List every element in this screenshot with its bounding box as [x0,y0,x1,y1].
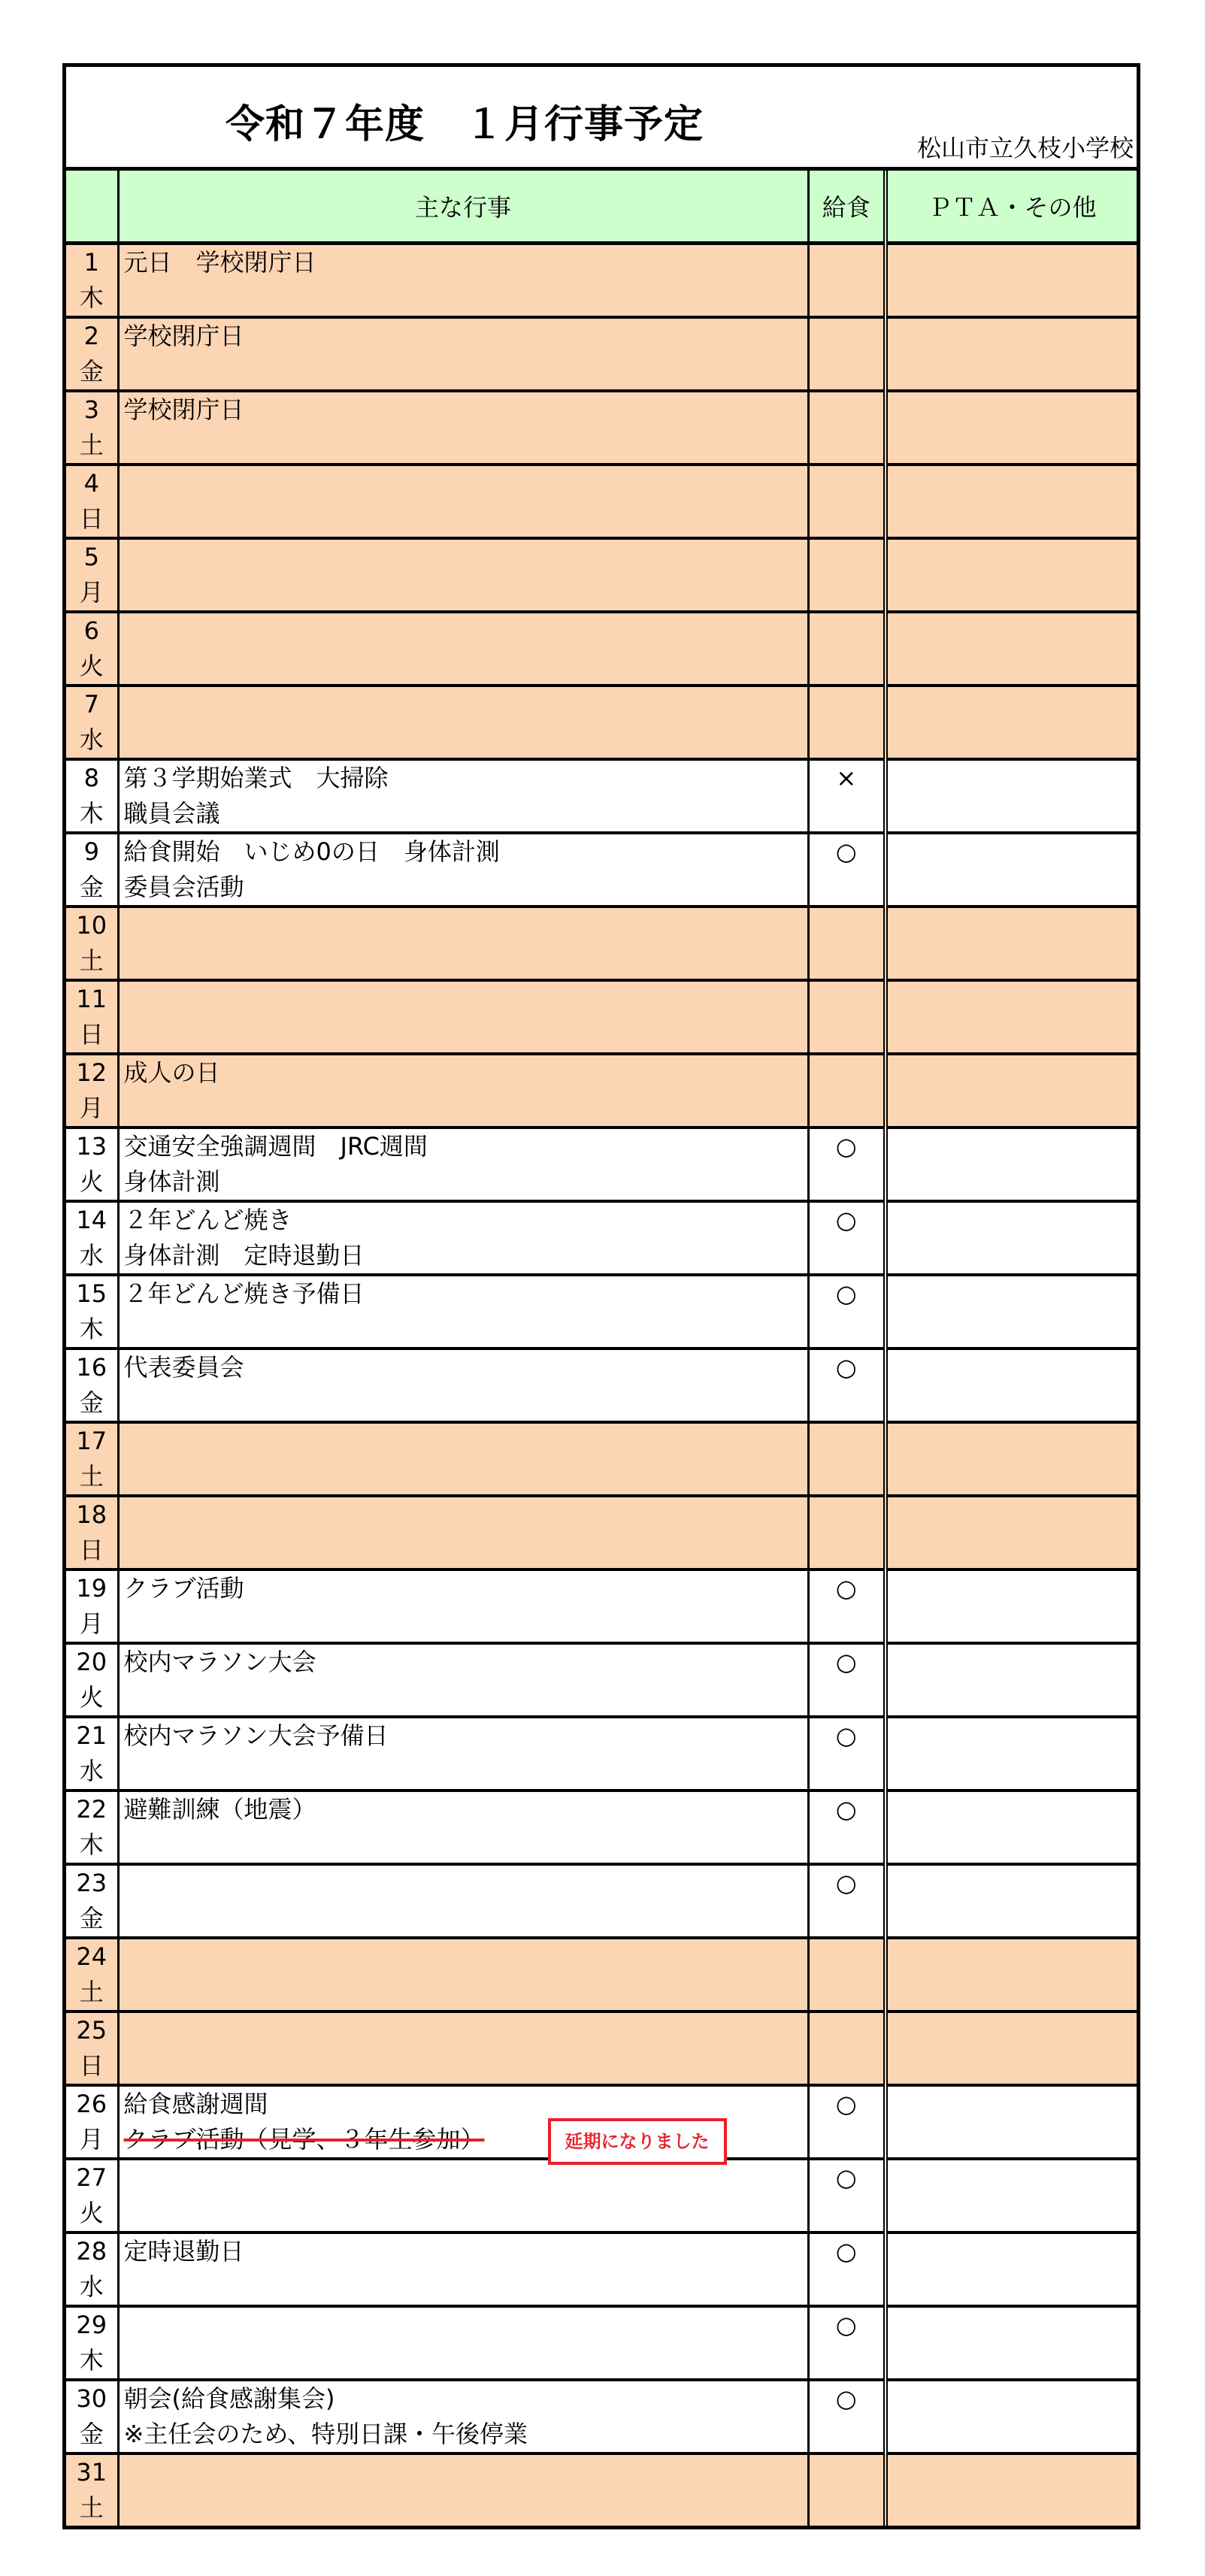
day-weekday: 金 [79,2419,104,2448]
pta-cell [886,1349,1137,1422]
pta-cell [886,391,1137,465]
day-weekday: 火 [79,1682,104,1712]
lunch-cell [808,1201,886,1275]
lunch-cell [808,1570,886,1643]
day-cell [66,391,118,465]
day-number: 16 [76,1352,107,1382]
lunch-cell [808,759,886,833]
day-cell [66,1643,118,1717]
pta-cell [886,907,1137,980]
day-cell [66,907,118,980]
table-row [66,1717,1137,1790]
events-cell [118,1864,808,1938]
pta-cell [886,1864,1137,1938]
day-number: 11 [76,984,107,1013]
column-header-day [66,171,118,243]
table-row [66,1496,1137,1570]
day-cell [66,2085,118,2159]
day-number: 12 [76,1058,107,1087]
events-cell [118,759,808,833]
day-weekday: 木 [79,798,104,828]
day-number: 31 [76,2457,107,2487]
lunch-cell [808,1717,886,1790]
day-number: 24 [76,1942,107,1971]
lunch-cell [808,2453,886,2526]
pta-cell [886,759,1137,833]
day-number: 6 [83,616,99,645]
day-cell [66,1938,118,2011]
lunch-cell [808,2085,886,2159]
pta-cell [886,1643,1137,1717]
lunch-cell [808,833,886,907]
events-cell [118,1717,808,1790]
day-weekday: 月 [79,1609,104,1638]
pta-cell [886,1570,1137,1643]
table-row [66,1864,1137,1938]
table-row [66,833,1137,907]
day-number: 15 [76,1279,107,1308]
table-row [66,1349,1137,1422]
day-weekday: 日 [79,1535,104,1564]
day-weekday: 土 [79,946,104,975]
day-weekday: 金 [79,1903,104,1933]
day-number: 2 [83,321,99,350]
pta-cell [886,1128,1137,1201]
pta-cell [886,1275,1137,1349]
events-cell [118,907,808,980]
schedule-sheet [62,63,1140,2529]
event-line-2: 身体計測 [123,1167,220,1196]
column-header-events: 主な行事 [118,171,808,243]
table-row [66,243,1137,317]
day-weekday: 土 [79,2493,104,2522]
events-cell [118,1496,808,1570]
events-cell [118,1790,808,1864]
table-row [66,980,1137,1054]
pta-cell [886,317,1137,391]
lunch-cell [808,2232,886,2306]
day-cell [66,2232,118,2306]
pta-cell [886,1054,1137,1128]
events-cell [118,2011,808,2085]
pta-cell [886,1422,1137,1496]
lunch-cell [808,1349,886,1422]
lunch-cell [808,243,886,317]
event-line-1: 校内マラソン大会予備日 [123,1721,389,1750]
lunch-mark: ○ [835,1868,857,1897]
event-line-cancelled: クラブ活動（見学、３年生参加） [123,2124,485,2154]
table-row [66,1790,1137,1864]
lunch-cell [808,1790,886,1864]
day-cell [66,686,118,759]
day-weekday: 火 [79,651,104,680]
day-weekday: 日 [79,1019,104,1049]
lunch-cell [808,1864,886,1938]
day-weekday: 木 [79,1830,104,1859]
events-cell [118,2306,808,2380]
events-cell [118,980,808,1054]
day-cell [66,1349,118,1422]
day-cell [66,833,118,907]
day-cell [66,1275,118,1349]
table-row [66,612,1137,686]
pta-cell [886,243,1137,317]
events-cell [118,391,808,465]
day-number: 10 [76,910,107,940]
day-number: 19 [76,1573,107,1603]
events-cell [118,1054,808,1128]
lunch-cell [808,465,886,538]
day-cell [66,1054,118,1128]
day-weekday: 月 [79,2124,104,2154]
title-row [66,67,1137,171]
lunch-cell [808,2011,886,2085]
day-cell [66,980,118,1054]
day-cell [66,2380,118,2453]
pta-cell [886,2159,1137,2232]
event-line-2: ※主任会のため、特別日課・午後停業 [123,2419,528,2448]
day-weekday: 月 [79,577,104,607]
event-line-1: 交通安全強調週間 JRC週間 [123,1131,428,1161]
lunch-mark: ○ [835,1131,857,1161]
pta-cell [886,2380,1137,2453]
events-cell [118,1201,808,1275]
event-line-1: クラブ活動 [123,1573,244,1603]
table-row [66,1054,1137,1128]
lunch-mark: ○ [835,2310,857,2339]
table-row [66,2085,1137,2159]
table-row [66,2159,1137,2232]
event-line-1: 学校閉庁日 [123,321,244,350]
event-line-1: ２年どんど焼き予備日 [123,1279,365,1308]
lunch-mark: ○ [835,2163,857,2192]
column-header-lunch: 給食 [808,171,886,243]
events-cell [118,612,808,686]
table-row [66,2453,1137,2526]
table-row [66,1201,1137,1275]
day-cell [66,538,118,612]
lunch-cell [808,907,886,980]
lunch-mark: ○ [835,2236,857,2266]
events-cell [118,1275,808,1349]
lunch-mark: ○ [835,1573,857,1603]
lunch-cell [808,2159,886,2232]
day-number: 4 [83,468,99,498]
day-cell [66,243,118,317]
events-cell [118,243,808,317]
day-number: 23 [76,1868,107,1897]
event-line-1: 給食感謝週間 [123,2089,268,2118]
pta-cell [886,2232,1137,2306]
lunch-cell [808,612,886,686]
day-weekday: 金 [79,872,104,901]
lunch-mark: ○ [835,1352,857,1382]
day-cell [66,1496,118,1570]
event-line-1: 避難訓練（地震） [123,1794,316,1824]
day-number: 20 [76,1647,107,1676]
day-cell [66,1570,118,1643]
lunch-mark: ○ [835,1647,857,1676]
pta-cell [886,2011,1137,2085]
day-weekday: 木 [79,283,104,312]
day-number: 28 [76,2236,107,2266]
day-weekday: 火 [79,1167,104,1196]
events-cell [118,317,808,391]
lunch-cell [808,538,886,612]
day-number: 26 [76,2089,107,2118]
day-weekday: 水 [79,1240,104,1270]
event-line-1: 朝会(給食感謝集会) [123,2384,335,2413]
table-row [66,391,1137,465]
lunch-mark: ○ [835,837,857,866]
events-cell [118,2453,808,2526]
table-row [66,759,1137,833]
event-line-1: 学校閉庁日 [123,395,244,424]
events-cell [118,1938,808,2011]
schedule-body [66,243,1137,2526]
day-number: 27 [76,2163,107,2192]
lunch-cell [808,1643,886,1717]
event-line-1: 代表委員会 [123,1352,244,1382]
day-cell [66,1128,118,1201]
lunch-cell [808,1496,886,1570]
table-row [66,1938,1137,2011]
lunch-mark: ○ [835,1205,857,1234]
events-cell [118,686,808,759]
day-number: 29 [76,2310,107,2339]
pta-cell [886,538,1137,612]
day-number: 14 [76,1205,107,1234]
lunch-mark: ○ [835,1279,857,1308]
day-cell [66,1717,118,1790]
lunch-cell [808,2380,886,2453]
day-cell [66,1864,118,1938]
day-weekday: 月 [79,1093,104,1122]
day-cell [66,1201,118,1275]
day-number: 3 [83,395,99,424]
day-weekday: 土 [79,1977,104,2006]
day-weekday: 日 [79,2051,104,2080]
lunch-cell [808,1054,886,1128]
pta-cell [886,1938,1137,2011]
event-line-2: 身体計測 定時退勤日 [123,1240,365,1270]
day-weekday: 火 [79,2198,104,2227]
day-cell [66,1790,118,1864]
table-row [66,317,1137,391]
day-weekday: 土 [79,1461,104,1491]
table-row [66,1275,1137,1349]
pta-cell [886,612,1137,686]
table-row [66,907,1137,980]
lunch-cell [808,391,886,465]
day-number: 9 [83,837,99,866]
pta-cell [886,2085,1137,2159]
table-row [66,2306,1137,2380]
event-line-2: 職員会議 [123,798,220,828]
lunch-mark: ○ [835,1794,857,1824]
lunch-cell [808,1938,886,2011]
column-header-pta: ＰＴＡ・その他 [886,171,1137,243]
event-line-1: 給食開始 いじめ0の日 身体計測 [123,837,500,866]
day-number: 21 [76,1721,107,1750]
lunch-cell [808,1422,886,1496]
page-title: 令和７年度 １月行事予定 [226,102,704,147]
day-cell [66,2011,118,2085]
event-line-1: 校内マラソン大会 [123,1647,316,1676]
event-line-1: 元日 学校閉庁日 [123,247,316,277]
events-cell [118,1128,808,1201]
event-line-1: 定時退勤日 [123,2236,244,2266]
day-cell [66,2453,118,2526]
day-weekday: 金 [79,1388,104,1417]
lunch-mark: × [836,763,857,792]
day-weekday: 水 [79,725,104,754]
day-number: 17 [76,1426,107,1455]
day-weekday: 金 [79,356,104,386]
pta-cell [886,1717,1137,1790]
pta-cell [886,1201,1137,1275]
day-number: 13 [76,1131,107,1161]
day-cell [66,759,118,833]
event-line-1: ２年どんど焼き [123,1205,292,1234]
table-row [66,2380,1137,2453]
events-cell [118,1349,808,1422]
day-cell [66,2159,118,2232]
pta-cell [886,2306,1137,2380]
day-weekday: 水 [79,2272,104,2301]
table-row [66,686,1137,759]
lunch-cell [808,1128,886,1201]
events-cell [118,465,808,538]
pta-cell [886,980,1137,1054]
pta-cell [886,1496,1137,1570]
day-weekday: 日 [79,504,104,533]
day-cell [66,2306,118,2380]
day-number: 7 [83,689,99,719]
postponed-note-badge: 延期になりました [548,2118,727,2165]
day-weekday: 木 [79,1314,104,1343]
day-number: 18 [76,1500,107,1529]
table-row [66,465,1137,538]
lunch-mark: ○ [835,1721,857,1750]
table-row [66,1643,1137,1717]
lunch-cell [808,980,886,1054]
event-line-1: 成人の日 [123,1058,220,1087]
day-number: 1 [83,247,99,277]
events-cell [118,2085,808,2159]
lunch-mark: ○ [835,2384,857,2413]
lunch-cell [808,317,886,391]
events-cell [118,2159,808,2232]
table-row [66,1128,1137,1201]
pta-cell [886,2453,1137,2526]
day-number: 25 [76,2015,107,2045]
day-number: 30 [76,2384,107,2413]
events-cell [118,1570,808,1643]
day-cell [66,465,118,538]
table-row [66,1570,1137,1643]
events-cell [118,2380,808,2453]
day-cell [66,612,118,686]
table-row [66,2232,1137,2306]
events-cell [118,538,808,612]
school-name: 松山市立久枝小学校 [916,134,1134,162]
events-cell [118,1643,808,1717]
pta-cell [886,465,1137,538]
day-weekday: 水 [79,1756,104,1785]
pta-cell [886,1790,1137,1864]
day-number: 22 [76,1794,107,1824]
day-weekday: 木 [79,2345,104,2375]
table-row [66,1422,1137,1496]
day-number: 5 [83,542,99,571]
events-cell [118,833,808,907]
lunch-cell [808,686,886,759]
day-weekday: 土 [79,430,104,459]
lunch-cell [808,2306,886,2380]
lunch-cell [808,1275,886,1349]
day-number: 8 [83,763,99,792]
events-cell [118,2232,808,2306]
event-line-2: 委員会活動 [123,872,244,901]
table-row [66,538,1137,612]
schedule-table [66,171,1137,2526]
event-line-1: 第３学期始業式 大掃除 [123,763,389,792]
day-cell [66,1422,118,1496]
column-header-row [66,171,1137,243]
day-cell [66,317,118,391]
table-row [66,2011,1137,2085]
lunch-mark: ○ [835,2089,857,2118]
events-cell [118,1422,808,1496]
pta-cell [886,833,1137,907]
pta-cell [886,686,1137,759]
